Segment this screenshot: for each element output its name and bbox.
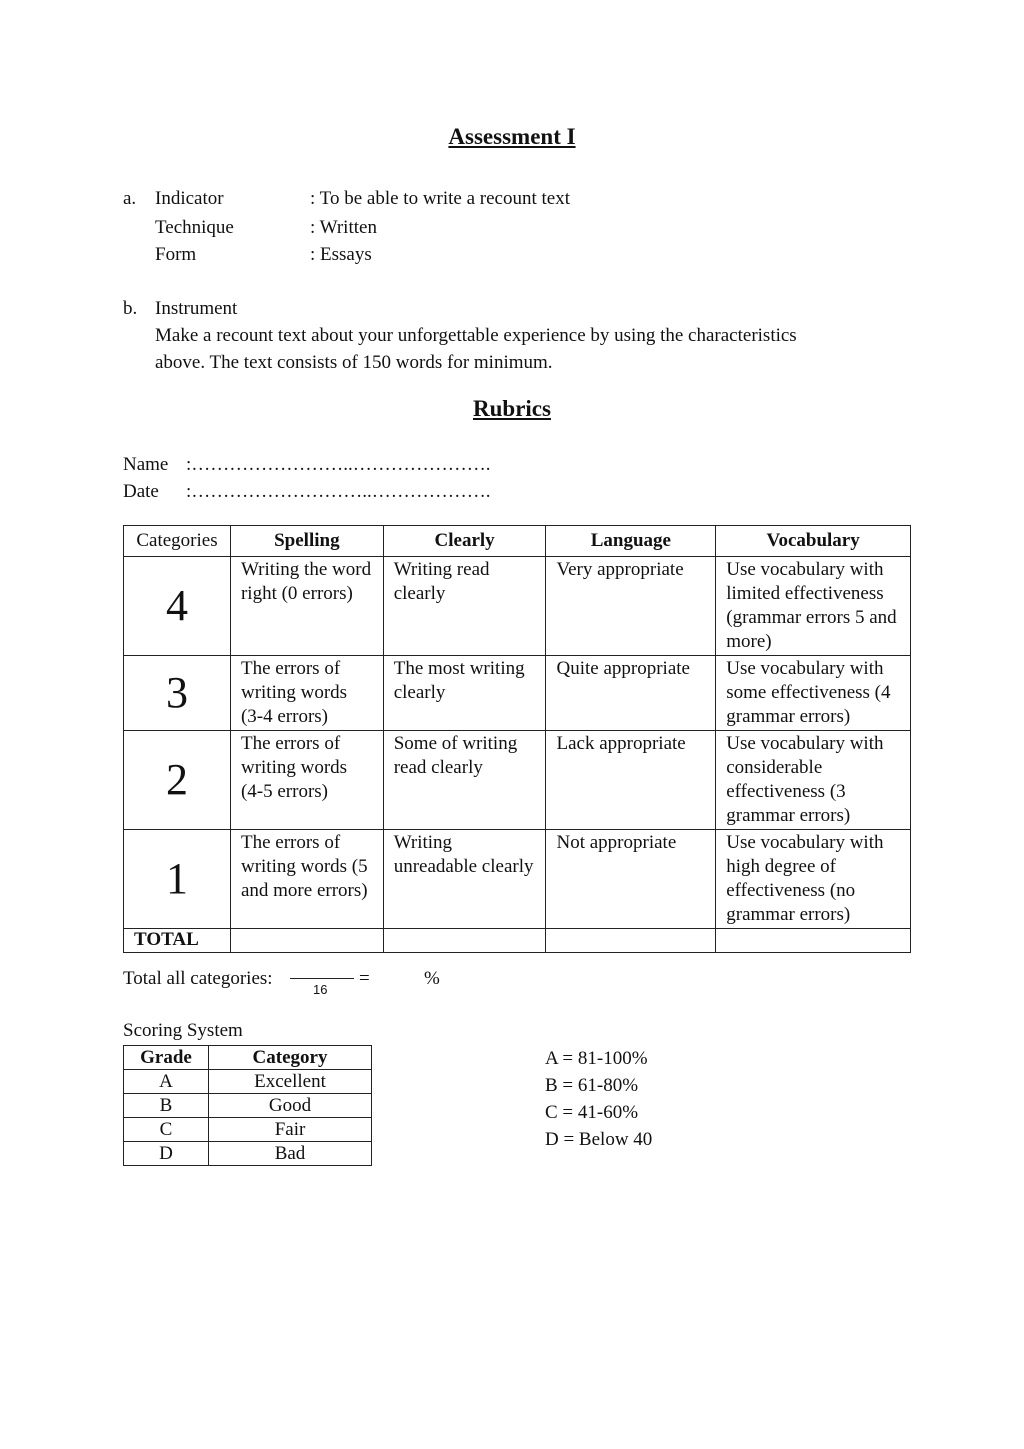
grade-cell: D (124, 1142, 209, 1166)
vocabulary-cell: Use vocabulary with high degree of effectiveness (no grammar errors) (716, 830, 911, 929)
rubric-row-2 (124, 731, 911, 830)
range-c: C = 41-60% (545, 1102, 639, 1123)
category-header: Category (209, 1046, 372, 1070)
spelling-cell: The errors of writing words (3-4 errors) (230, 656, 383, 731)
section-a-marker: a. (123, 188, 137, 209)
fraction-line (290, 978, 354, 979)
category-cell: Excellent (209, 1070, 372, 1094)
vocabulary-cell: Use vocabulary with some effectiveness (4 grammar errors) (716, 656, 911, 731)
fraction-denominator: 16 (313, 982, 328, 997)
date-field: :………………………..………………. (186, 481, 491, 502)
rubric-row-3 (124, 656, 911, 731)
range-a: A = 81-100% (545, 1048, 648, 1069)
category-cell: Bad (209, 1142, 372, 1166)
clearly-cell: Writing read clearly (383, 557, 546, 656)
total-cell (230, 929, 383, 953)
category-cell: Fair (209, 1118, 372, 1142)
header-categories: Categories (124, 526, 231, 557)
language-cell: Very appropriate (546, 557, 716, 656)
grade-header-row (124, 1046, 372, 1070)
name-field: :……………………..…………………. (186, 454, 491, 475)
rubrics-title: Rubrics (473, 396, 551, 421)
vocabulary-cell: Use vocabulary with considerable effectiveness (3 grammar errors) (716, 731, 911, 830)
instrument-heading: Instrument (155, 298, 238, 319)
clearly-cell: Writing unreadable clearly (383, 830, 546, 929)
spelling-cell: Writing the word right (0 errors) (230, 557, 383, 656)
instrument-text (155, 322, 875, 376)
total-cell (383, 929, 546, 953)
language-cell: Lack appropriate (546, 731, 716, 830)
header-spelling: Spelling (230, 526, 383, 557)
total-cell (546, 929, 716, 953)
language-cell: Quite appropriate (546, 656, 716, 731)
rubric-total-row (124, 929, 911, 953)
category-cell: Good (209, 1094, 372, 1118)
grade-cell: A (124, 1070, 209, 1094)
indicator-value: : To be able to write a recount text (310, 188, 571, 209)
range-d: D = Below 40 (545, 1129, 653, 1150)
rubric-row-4 (124, 557, 911, 656)
scoring-title: Scoring System (123, 1020, 243, 1041)
score-cell: 1 (124, 830, 231, 929)
page-title: Assessment I (448, 124, 576, 149)
grade-table (123, 1045, 372, 1166)
grade-ranges (545, 1045, 652, 1153)
language-cell: Not appropriate (546, 830, 716, 929)
grade-row (124, 1118, 372, 1142)
instrument-line-2: above. The text consists of 150 words for minimum. (155, 352, 553, 373)
technique-label: Technique (155, 217, 234, 238)
clearly-cell: Some of writing read clearly (383, 731, 546, 830)
rubric-header-row (124, 526, 911, 557)
spelling-cell: The errors of writing words (4-5 errors) (230, 731, 383, 830)
grade-row (124, 1094, 372, 1118)
name-label: Name (123, 454, 169, 475)
total-label: TOTAL (124, 929, 231, 953)
header-language: Language (546, 526, 716, 557)
grade-row (124, 1070, 372, 1094)
vocabulary-cell: Use vocabulary with limited effectiveness (grammar errors 5 and more) (716, 557, 911, 656)
form-value: : Essays (310, 244, 372, 265)
grade-row (124, 1142, 372, 1166)
score-cell: 2 (124, 731, 231, 830)
score-cell: 3 (124, 656, 231, 731)
equals-sign: = (359, 968, 370, 989)
instrument-line-1: Make a recount text about your unforgettable experience by using the characteristics (155, 325, 797, 346)
spelling-cell: The errors of writing words (5 and more errors) (230, 830, 383, 929)
rubric-table (123, 525, 911, 953)
percent-sign: % (424, 968, 440, 989)
grade-cell: C (124, 1118, 209, 1142)
header-vocabulary: Vocabulary (716, 526, 911, 557)
date-label: Date (123, 481, 159, 502)
grade-cell: B (124, 1094, 209, 1118)
header-clearly: Clearly (383, 526, 546, 557)
score-cell: 4 (124, 557, 231, 656)
technique-value: : Written (310, 217, 377, 238)
total-cell (716, 929, 911, 953)
rubric-row-1 (124, 830, 911, 929)
clearly-cell: The most writing clearly (383, 656, 546, 731)
grade-header: Grade (124, 1046, 209, 1070)
section-b-marker: b. (123, 298, 138, 319)
indicator-label: Indicator (155, 188, 224, 209)
total-formula-label: Total all categories: (123, 968, 273, 989)
form-label: Form (155, 244, 197, 265)
range-b: B = 61-80% (545, 1075, 639, 1096)
